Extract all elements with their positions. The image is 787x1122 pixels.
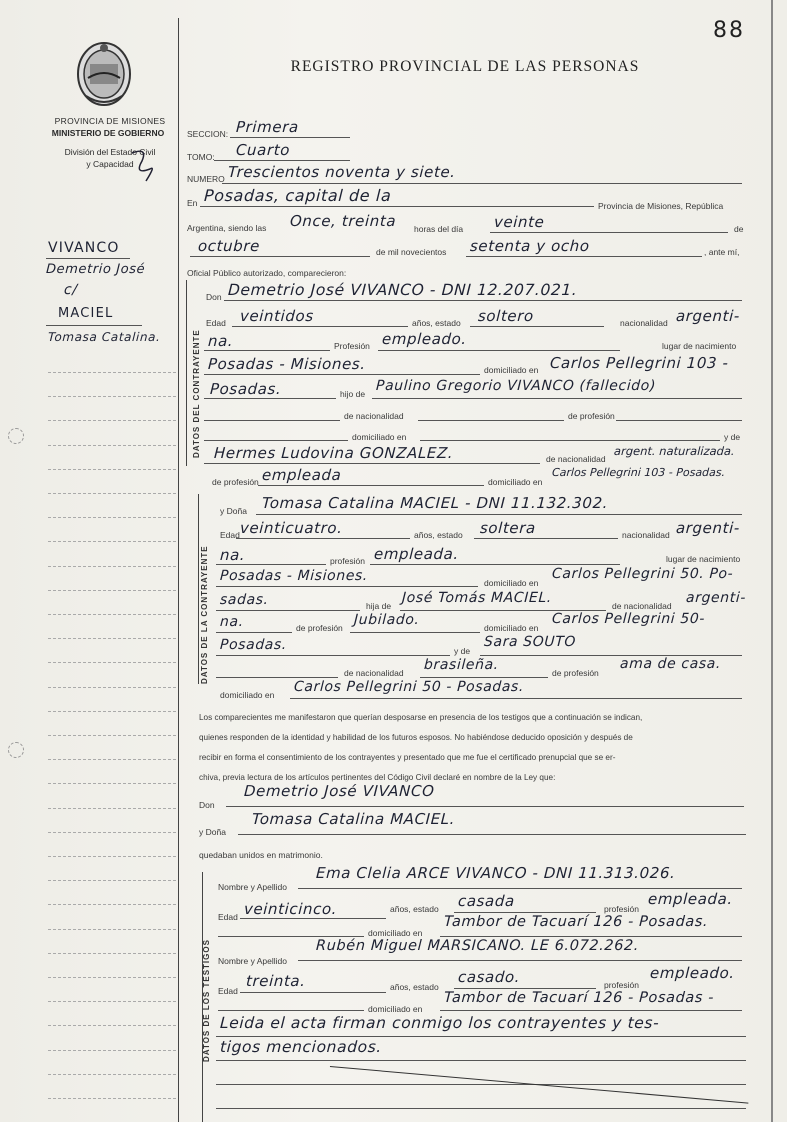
witness2-nombre-label: Nombre y Apellido (218, 956, 287, 966)
oficial-publico-label: Oficial Público autorizado, comparecieron: (187, 268, 347, 278)
tomo-label: TOMO: (187, 152, 215, 162)
margin-ruling-line (48, 687, 176, 688)
bride-nacionalidad-label: nacionalidad (622, 530, 670, 540)
witness2-profesion-label: profesión (604, 980, 639, 990)
groom-edad-rule (232, 326, 408, 327)
groom-hijo-de-label: hijo de (340, 389, 366, 399)
bride-edad-label: Edad (220, 530, 240, 540)
witness2-estado-rule (454, 988, 596, 989)
bride-profesion: empleada. (373, 545, 460, 563)
quedaban-label: quedaban unidos en matrimonio. (199, 850, 323, 860)
bride-padre-prof-label: de profesión (296, 623, 343, 633)
bride-nacionalidad-2: na. (219, 546, 246, 564)
groom-nacionalidad-1: argenti- (675, 307, 741, 325)
signature-icon (128, 145, 158, 185)
margin-ruling-line (48, 711, 176, 712)
bride-padre-nac2-rule (216, 632, 292, 633)
groom-madre-rule (204, 463, 540, 464)
mes-rule (190, 256, 370, 257)
bride-madre-prof-label: de profesión (552, 668, 599, 678)
groom-madre-dom: Carlos Pellegrini 103 - Posadas. (551, 466, 726, 479)
margin-ruling-line (48, 783, 176, 784)
witness1-nombre-rule (298, 888, 742, 889)
groom-padre-prof-rule (616, 420, 742, 421)
bride-domicilio-label: domiciliado en (484, 578, 539, 588)
de-label: de (734, 224, 744, 234)
margin-ruling-line (48, 929, 176, 930)
closing-rule-1 (216, 1036, 746, 1037)
groom-section-label: DATOS DEL CONTRAYENTE (192, 329, 201, 458)
anio-rule (466, 256, 702, 257)
witness-section-label: DATOS DE LOS TESTIGOS (202, 939, 211, 1062)
groom-domicilio-2: Posadas. (209, 380, 282, 398)
margin-ruling-line (48, 1001, 176, 1002)
groom-y-de-label: y de (724, 432, 741, 442)
margin-ruling-line (48, 1098, 176, 1099)
margin-ruling-line (48, 445, 176, 446)
hora-value: Once, treinta (289, 212, 397, 230)
closing-rule-4 (216, 1108, 746, 1109)
bride-name: Tomasa Catalina MACIEL - DNI 11.132.302. (261, 494, 609, 512)
bride-madre-nac-rule (420, 677, 548, 678)
margin-ruling-line (48, 759, 176, 760)
bride-edad-rule (236, 538, 410, 539)
closing-rule-3 (216, 1084, 746, 1085)
margin-ruling-line (48, 735, 176, 736)
margin-ruling-line (48, 420, 176, 421)
horas-label: horas del día (414, 224, 464, 234)
margin-ruling-line (48, 566, 176, 567)
witness1-edad-rule (240, 918, 386, 919)
groom-profesion: empleado. (381, 330, 468, 348)
mil-novecientos-label: de mil novecientos (376, 247, 447, 257)
margin-name-maciel: MACIEL (58, 306, 114, 321)
margin-ruling-line (48, 977, 176, 978)
bride-padre-dom-1: Carlos Pellegrini 50- (551, 611, 706, 627)
declared-dona: Tomasa Catalina MACIEL. (251, 810, 456, 828)
groom-edad: veintidos (239, 307, 315, 325)
bride-domicilio-1: Carlos Pellegrini 50. Po- (551, 566, 734, 582)
numero-rule (222, 183, 742, 184)
margin-name-demetrio: Demetrio José (45, 262, 146, 277)
margin-conj: c/ (63, 282, 79, 298)
groom-estado-label: años, estado (412, 318, 461, 328)
page-title: REGISTRO PROVINCIAL DE LAS PERSONAS (290, 58, 640, 75)
bride-profesion-label: profesión (330, 556, 365, 566)
punch-mark-2 (8, 742, 24, 758)
witness2-nombre: Rubén Miguel MARSICANO. LE 6.072.262. (315, 938, 640, 954)
statement-line-4: chiva, previa lectura de los artículos pertinentes del Código Civil declaré en nombre de la Ley que: (199, 773, 556, 782)
witness1-estado: casada (457, 892, 516, 910)
margin-ruling-line (48, 469, 176, 470)
witness1-edad-label: Edad (218, 912, 238, 922)
mes-value: octubre (197, 237, 261, 255)
witness2-edad-label: Edad (218, 986, 238, 996)
bride-estado: soltera (479, 519, 537, 537)
provincia-republica-label: Provincia de Misiones, República (598, 201, 724, 211)
en-label: En (187, 198, 198, 208)
bride-madre-dom: Carlos Pellegrini 50 - Posadas. (293, 679, 525, 695)
groom-profesion-label: Profesión (334, 341, 370, 351)
witness1-dom-rule (440, 936, 742, 937)
tomo-value: Cuarto (235, 141, 291, 159)
bride-estado-label: años, estado (414, 530, 463, 540)
declared-don-rule (226, 806, 744, 807)
margin-ruling-line (48, 1074, 176, 1075)
groom-padre-dom-rule-b (420, 440, 720, 441)
left-column-divider (178, 18, 179, 1122)
margin-ruling-line (48, 614, 176, 615)
groom-nacionalidad-label: nacionalidad (620, 318, 668, 328)
groom-dom2-rule (204, 398, 336, 399)
groom-madre-prof-rule (258, 485, 484, 486)
numero-label: NUMERO (187, 174, 225, 184)
bride-madre-nac-label: de nacionalidad (344, 668, 404, 678)
groom-padre-nac-label: de nacionalidad (344, 411, 404, 421)
witness2-profesion: empleado. (649, 964, 736, 982)
groom-padre-dom-rule-a (204, 440, 348, 441)
margin-ruling-line (48, 541, 176, 542)
argentina-label: Argentina, siendo las (187, 223, 267, 233)
anio-value: setenta y ocho (469, 237, 591, 255)
groom-madre-dom-label: domiciliado en (488, 477, 543, 487)
declared-don: Demetrio José VIVANCO (243, 782, 435, 800)
en-value: Posadas, capital de la (203, 186, 392, 205)
declared-dona-label: y Doña (199, 827, 226, 837)
bride-estado-rule (474, 538, 618, 539)
witness2-dom-rule (440, 1010, 742, 1011)
groom-madre: Hermes Ludovina GONZALEZ. (213, 444, 454, 462)
closing-line-2: tigos mencionados. (219, 1038, 383, 1056)
groom-nac2-rule (204, 350, 330, 351)
provincial-seal-icon (74, 38, 134, 108)
groom-padre-rule (372, 398, 742, 399)
bride-name-rule (256, 514, 742, 515)
division-label-1: División del Estado Civil (64, 147, 156, 157)
groom-padre: Paulino Gregorio VIVANCO (fallecido) (375, 378, 657, 394)
groom-nacionalidad-2: na. (207, 332, 234, 350)
bride-hija-de-label: hija de (366, 601, 392, 611)
seccion-label: SECCION: (187, 129, 229, 139)
bride-padre-nac-1: argenti- (685, 590, 747, 606)
margin-name-tomasa: Tomasa Catalina. (47, 330, 161, 344)
bride-madre-dom-label: domiciliado en (220, 690, 275, 700)
groom-padre-dom-label: domiciliado en (352, 432, 407, 442)
dia-rule (490, 232, 728, 233)
margin-ruling-line (48, 808, 176, 809)
groom-edad-label: Edad (206, 318, 226, 328)
statement-line-3: recibir en forma el consentimiento de los contrayentes y presentado que me fue el certificado prenupcial que se er- (199, 753, 616, 762)
groom-lugar-nac: Posadas - Misiones. (207, 355, 367, 373)
margin-ruling-line (48, 953, 176, 954)
margin-ruling-line (48, 832, 176, 833)
groom-padre-prof-label: de profesión (568, 411, 615, 421)
groom-estado-rule (470, 326, 604, 327)
witness1-nombre: Ema Clelia ARCE VIVANCO - DNI 11.313.026. (315, 864, 676, 882)
witness2-domicilio: Tambor de Tacuarí 126 - Posadas - (443, 990, 715, 1006)
page-number: 88 (713, 18, 745, 43)
witness2-domicilio-label: domiciliado en (368, 1004, 423, 1014)
margin-ruling-line (48, 590, 176, 591)
bride-padre: José Tomás MACIEL. (401, 590, 553, 606)
witness1-edad: veinticinco. (243, 900, 338, 918)
division-label-2: y Capacidad (86, 159, 134, 169)
groom-padre-nac-rule (204, 420, 340, 421)
en-rule (200, 206, 594, 207)
margin-ruling-line (48, 396, 176, 397)
groom-madre-nac: argent. naturalizada. (613, 444, 736, 458)
bride-section-label: DATOS DE LA CONTRAYENTE (200, 545, 209, 684)
bride-padre-prof: Jubilado. (353, 612, 420, 628)
bride-madre-nac-pre-rule (216, 677, 338, 678)
margin-underline-2 (46, 325, 142, 326)
tomo-rule (214, 160, 350, 161)
groom-domicilio-label: domiciliado en (484, 365, 539, 375)
groom-padre-nac-value-rule (418, 420, 564, 421)
groom-estado: soltero (477, 307, 535, 325)
margin-ruling-line (48, 662, 176, 663)
numero-value: Trescientos noventa y siete. (227, 163, 457, 181)
seccion-value: Primera (235, 118, 300, 136)
witness1-estado-rule (454, 912, 596, 913)
bride-nac2-rule (216, 564, 326, 565)
margin-name-vivanco: VIVANCO (48, 240, 120, 256)
witness1-profesion-label: profesión (604, 904, 639, 914)
bride-padre-nac-2: na. (219, 614, 245, 630)
bride-dom2-rule (216, 610, 360, 611)
seccion-rule (230, 137, 350, 138)
margin-ruling-line (48, 856, 176, 857)
province-label: PROVINCIA DE MISIONES (54, 116, 166, 126)
groom-section-bracket (186, 280, 187, 466)
bride-lugar-nac-label: lugar de nacimiento (666, 554, 741, 564)
bride-y-dona-label: y Doña (220, 506, 247, 516)
groom-profesion-rule (378, 350, 620, 351)
ante-mi-label: , ante mí, (704, 247, 740, 257)
declared-dona-rule (238, 834, 746, 835)
witness1-domicilio-label: domiciliado en (368, 928, 423, 938)
margin-ruling-line (48, 638, 176, 639)
groom-madre-nac-label: de nacionalidad (546, 454, 606, 464)
bride-padre-dom-label: domiciliado en (484, 623, 539, 633)
bride-padre-prof-rule (350, 632, 480, 633)
groom-madre-prof: empleada (261, 466, 342, 484)
bride-madre: Sara SOUTO (483, 634, 577, 650)
bride-lugar-rule (216, 586, 478, 587)
bride-section-bracket (198, 494, 199, 684)
witness1-nombre-label: Nombre y Apellido (218, 882, 287, 892)
margin-underline-1 (46, 258, 130, 259)
margin-ruling-line (48, 372, 176, 373)
dia-value: veinte (493, 213, 545, 231)
punch-mark-1 (8, 428, 24, 444)
bride-madre-dom-rule (290, 698, 742, 699)
bride-lugar-nac: Posadas - Misiones. (219, 568, 369, 584)
margin-ruling-line (48, 904, 176, 905)
witness2-edad-rule (240, 992, 386, 993)
statement-line-1: Los comparecientes me manifestaron que querían desposarse en presencia de los testigos que a continuación se indican, (199, 713, 643, 722)
witness1-domicilio: Tambor de Tacuarí 126 - Posadas. (443, 914, 709, 930)
witness2-dom-pre-rule (218, 1010, 364, 1011)
right-edge-line (771, 0, 773, 1122)
witness1-profesion: empleada. (647, 890, 734, 908)
margin-ruling-line (48, 493, 176, 494)
margin-ruling-line (48, 1025, 176, 1026)
ministry-label: MINISTERIO DE GOBIERNO (51, 128, 165, 138)
witness2-estado: casado. (457, 968, 521, 986)
declared-don-label: Don (199, 800, 215, 810)
margin-ruling-line (48, 880, 176, 881)
closing-rule-2 (216, 1060, 746, 1061)
bride-y-de-label: y de (454, 646, 471, 656)
groom-name-rule (224, 300, 742, 301)
bride-madre-nac: brasileña. (423, 657, 500, 673)
witness2-edad: treinta. (245, 972, 307, 990)
groom-don-label: Don (206, 292, 222, 302)
margin-ruling-line (48, 517, 176, 518)
groom-name: Demetrio José VIVANCO - DNI 12.207.021. (227, 281, 578, 299)
groom-domicilio-1: Carlos Pellegrini 103 - (549, 354, 729, 372)
closing-line-1: Leida el acta firman conmigo los contrayentes y tes- (219, 1014, 660, 1032)
groom-madre-prof-label: de profesión (212, 477, 259, 487)
bride-padre-dom2-rule (216, 655, 450, 656)
witness1-dom-pre-rule (218, 936, 364, 937)
witness2-estado-label: años, estado (390, 982, 439, 992)
bride-domicilio-2: sadas. (219, 592, 270, 608)
witness1-estado-label: años, estado (390, 904, 439, 914)
groom-lugar-nac-label: lugar de nacimiento (662, 341, 737, 351)
groom-lugar-rule (204, 374, 480, 375)
bride-edad: veinticuatro. (239, 519, 344, 537)
margin-ruling-line (48, 1050, 176, 1051)
bride-madre-prof: ama de casa. (619, 656, 722, 672)
statement-line-2: quienes responden de la identidad y habilidad de los futuros esposos. No habiéndose deducido oposición y después de (199, 733, 633, 742)
bride-nacionalidad-1: argenti- (675, 519, 741, 537)
bride-padre-nac-label: de nacionalidad (612, 601, 672, 611)
bride-padre-dom-2: Posadas. (219, 637, 288, 653)
witness2-nombre-rule (298, 960, 742, 961)
bride-profesion-rule (370, 564, 620, 565)
